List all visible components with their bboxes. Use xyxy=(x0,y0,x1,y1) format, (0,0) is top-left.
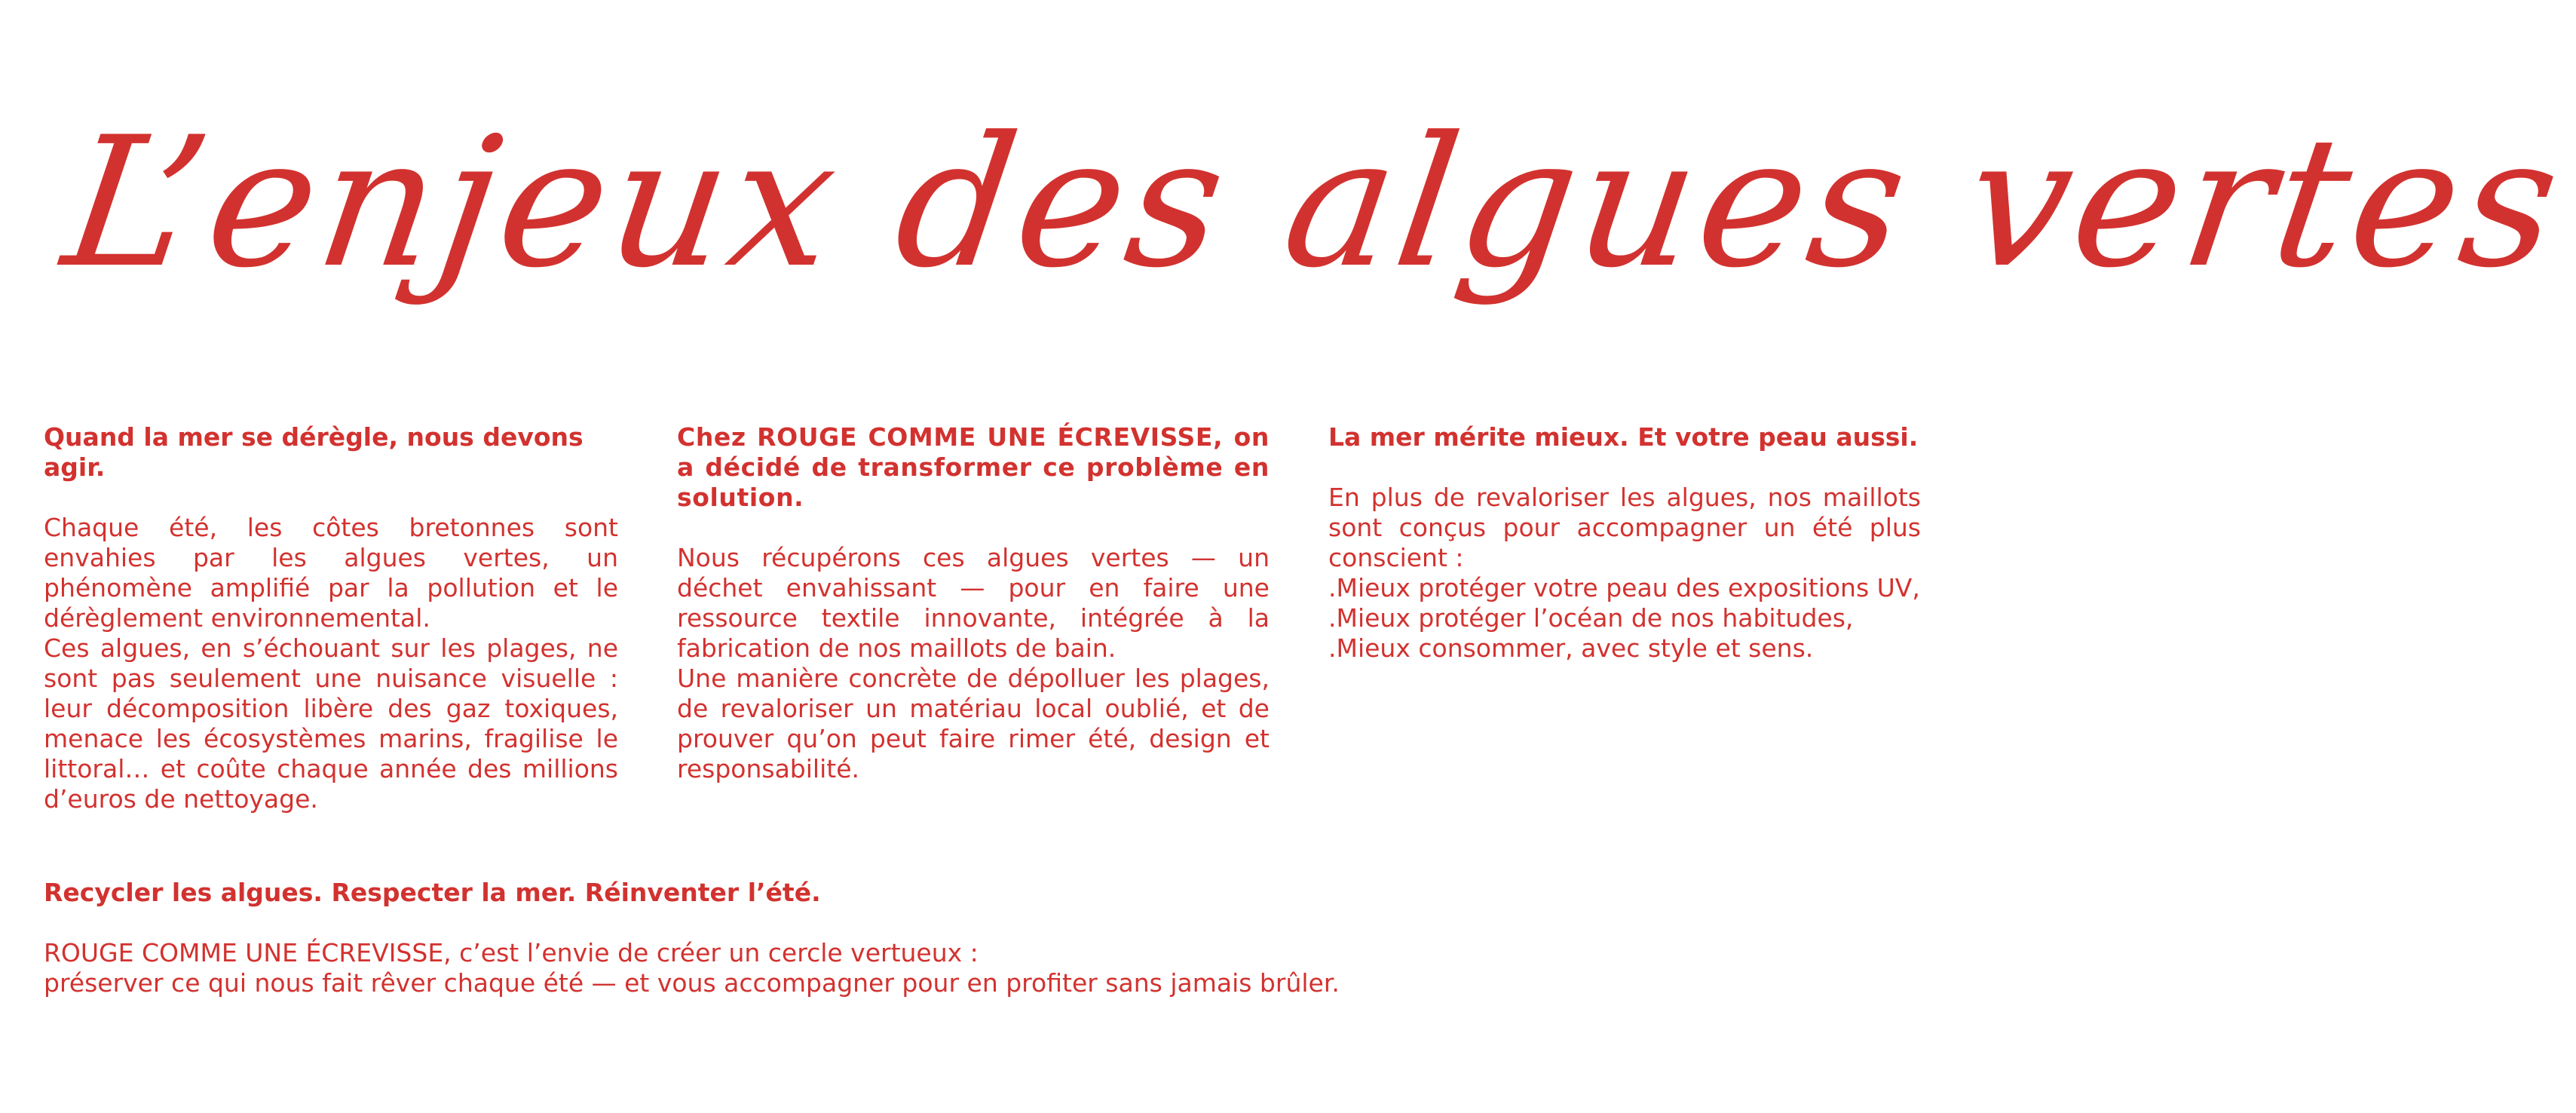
column-3-intro: En plus de revaloriser les algues, nos maillots sont conçus pour accompagner un été plus conscient : xyxy=(1328,483,1921,572)
benefit-item-ocean: .Mieux protéger l’océan de nos habitudes, xyxy=(1328,603,1854,633)
benefit-item-consume: .Mieux consommer, avec style et sens. xyxy=(1328,633,1814,663)
column-1-paragraph-2: Ces algues, en s’échouant sur les plages, ne sont pas seulement une nuisance visuelle : leur décomposition libère des gaz toxiques, menace les écosystèmes marins, fragilise le littoral… et coûte chaque année des millions d’euros de nettoyage. xyxy=(44,633,618,814)
column-2-paragraph-1: Nous récupérons ces algues vertes — un déchet envahissant — pour en faire une ressource textile innovante, intégrée à la fabrication de nos maillots de bain. xyxy=(677,543,1270,663)
column-2-paragraph-2: Une manière concrète de dépolluer les plages, de revaloriser un matériau local oublié, et de prouver qu’on peut faire rimer été, design et responsabilité. xyxy=(677,664,1270,783)
column-3-heading: La mer mérite mieux. Et votre peau aussi. xyxy=(1328,422,1919,452)
column-benefits xyxy=(1328,422,1921,664)
closing-section xyxy=(44,878,1702,998)
column-brand-solution xyxy=(677,422,1270,784)
page-title: L’enjeux des algues vertes xyxy=(53,99,2575,308)
closing-heading: Recycler les algues. Respecter la mer. Réinventer l’été. xyxy=(44,878,821,907)
column-algae-problem xyxy=(44,422,618,814)
closing-line-2: préserver ce qui nous fait rêver chaque été — et vous accompagner pour en profiter sans jamais brûler. xyxy=(44,968,1340,998)
column-2-heading: Chez ROUGE COMME UNE ÉCREVISSE, on a décidé de transformer ce problème en solution. xyxy=(677,422,1270,512)
benefit-item-uv: .Mieux protéger votre peau des expositions UV, xyxy=(1328,573,1920,602)
column-1-paragraph-1: Chaque été, les côtes bretonnes sont envahies par les algues vertes, un phénomène amplifié par la pollution et le dérèglement environnemental. xyxy=(44,513,618,633)
column-1-heading: Quand la mer se dérègle, nous devons agir. xyxy=(44,422,584,482)
closing-line-1: ROUGE COMME UNE ÉCREVISSE, c’est l’envie de créer un cercle vertueux : xyxy=(44,938,979,967)
